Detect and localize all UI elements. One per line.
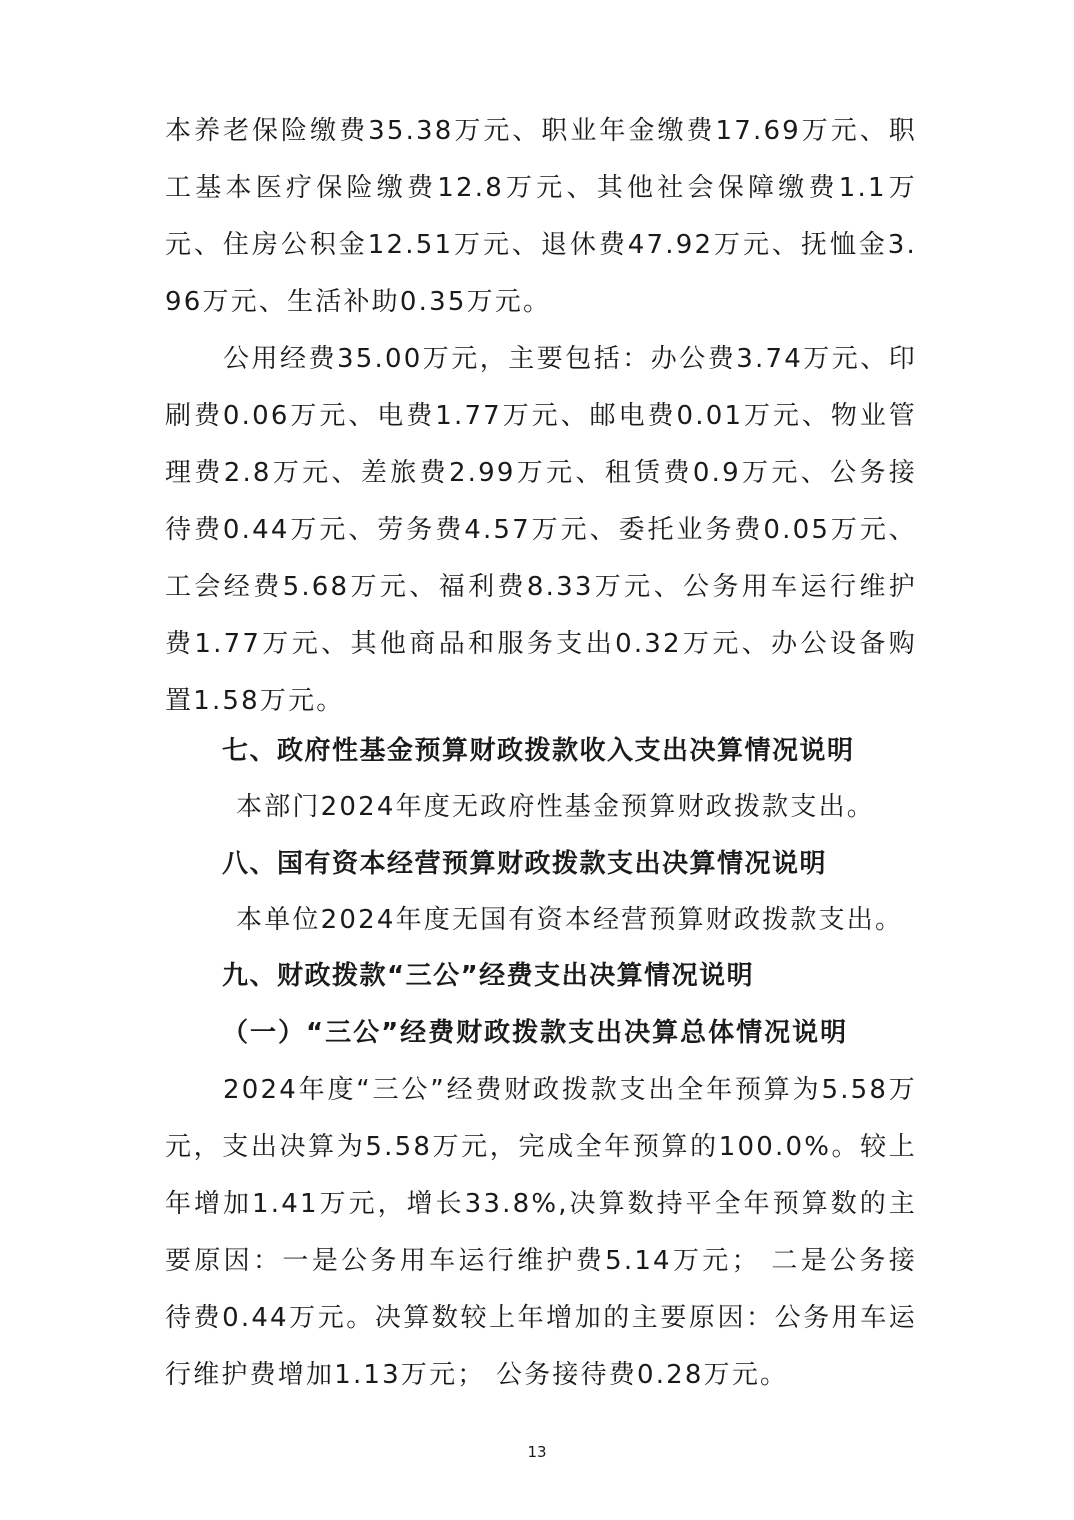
paragraph-three-public-overall: 2024年度“三公”经费财政拨款支出全年预算为5.58万元，支出决算为5.58万元，完成全年预算的100.0%。较上年增加1.41万元，增长33.8%,决算数持平全年预算数的主要原因：一是公务用车运行维护费5.14万元； 二是公务接待费0.44万元。决算数较上年增加的主要原因：公务用车运行维护费增加1.13万元； 公务接待费0.28万元。	[165, 1075, 917, 1390]
paragraph-personnel-expenses-continued: 本养老保险缴费35.38万元、职业年金缴费17.69万元、职工基本医疗保险缴费12.8万元、其他社会保障缴费1.1万元、住房公积金12.51万元、退休费47.92万元、抚恤金3.96万元、生活补助0.35万元。	[165, 116, 917, 317]
section-heading-three-public-expenses: 九、财政拨款“三公”经费支出决算情况说明	[222, 961, 755, 991]
page-number: 13	[527, 1443, 547, 1461]
section-heading-state-capital: 八、国有资本经营预算财政拨款支出决算情况说明	[222, 849, 828, 879]
subsection-heading-three-public-overall: （一）“三公”经费财政拨款支出决算总体情况说明	[222, 1018, 849, 1048]
paragraph-state-capital: 本单位2024年度无国有资本经营预算财政拨款支出。	[236, 905, 904, 935]
section-heading-government-fund: 七、政府性基金预算财政拨款收入支出决算情况说明	[222, 736, 855, 766]
paragraph-public-expenses: 公用经费35.00万元，主要包括：办公费3.74万元、印刷费0.06万元、电费1.77万元、邮电费0.01万元、物业管理费2.8万元、差旅费2.99万元、租赁费0.9万元、公务接待费0.44万元、劳务费4.57万元、委托业务费0.05万元、工会经费5.68万元、福利费8.33万元、公务用车运行维护费1.77万元、其他商品和服务支出0.32万元、办公设备购置1.58万元。	[165, 344, 917, 716]
paragraph-government-fund: 本部门2024年度无政府性基金预算财政拨款支出。	[236, 792, 875, 822]
